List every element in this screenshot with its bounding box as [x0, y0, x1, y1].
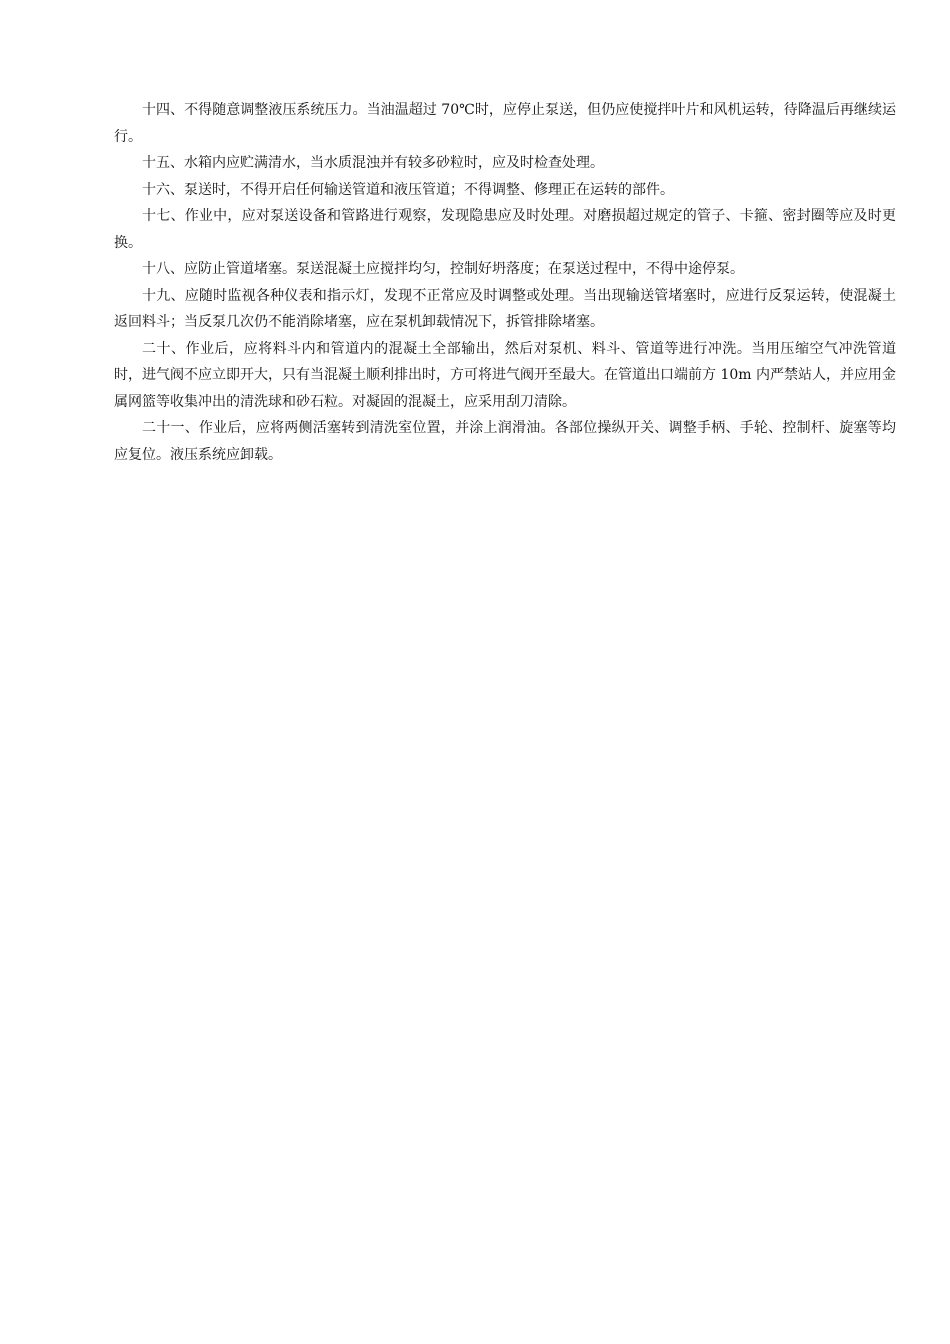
paragraph-21: 二十一、作业后，应将两侧活塞转到清洗室位置，并涂上润滑油。各部位操纵开关、调整手柄、手轮、控制杆、旋塞等均应复位。液压系统应卸载。 [114, 420, 896, 463]
paragraph-19: 十九、应随时监视各种仪表和指示灯，发现不正常应及时调整或处理。当出现输送管堵塞时，应进行反泵运转，使混凝土返回料斗；当反泵几次仍不能消除堵塞，应在泵机卸载情况下，拆管排除堵塞。 [114, 287, 896, 330]
paragraph-15: 十五、水箱内应贮满清水，当水质混浊并有较多砂粒时，应及时检查处理。 [142, 155, 604, 171]
paragraph-17: 十七、作业中，应对泵送设备和管路进行观察，发现隐患应及时处理。对磨损超过规定的管子、卡箍、密封圈等应及时更换。 [114, 208, 896, 251]
paragraph-18: 十八、应防止管道堵塞。泵送混凝土应搅拌均匀，控制好坍落度；在泵送过程中，不得中途停泵。 [142, 261, 744, 277]
paragraph-20: 二十、作业后，应将料斗内和管道内的混凝土全部输出，然后对泵机、料斗、管道等进行冲洗。当用压缩空气冲洗管道时，进气阀不应立即开大，只有当混凝土顺利排出时，方可将进气阀开至最大。在管道出口端前方 10m 内严禁站人，并应用金属网篮等收集冲出的清洗球和砂石粒。对凝固的混凝土，应采用刮刀清除。 [114, 340, 896, 410]
paragraph-16: 十六、泵送时，不得开启任何输送管道和液压管道；不得调整、修理正在运转的部件。 [142, 181, 674, 198]
document-body [114, 97, 896, 468]
paragraph-14: 十四、不得随意调整液压系统压力。当油温超过 70℃时，应停止泵送，但仍应使搅拌叶片和风机运转，待降温后再继续运行。 [114, 102, 896, 145]
